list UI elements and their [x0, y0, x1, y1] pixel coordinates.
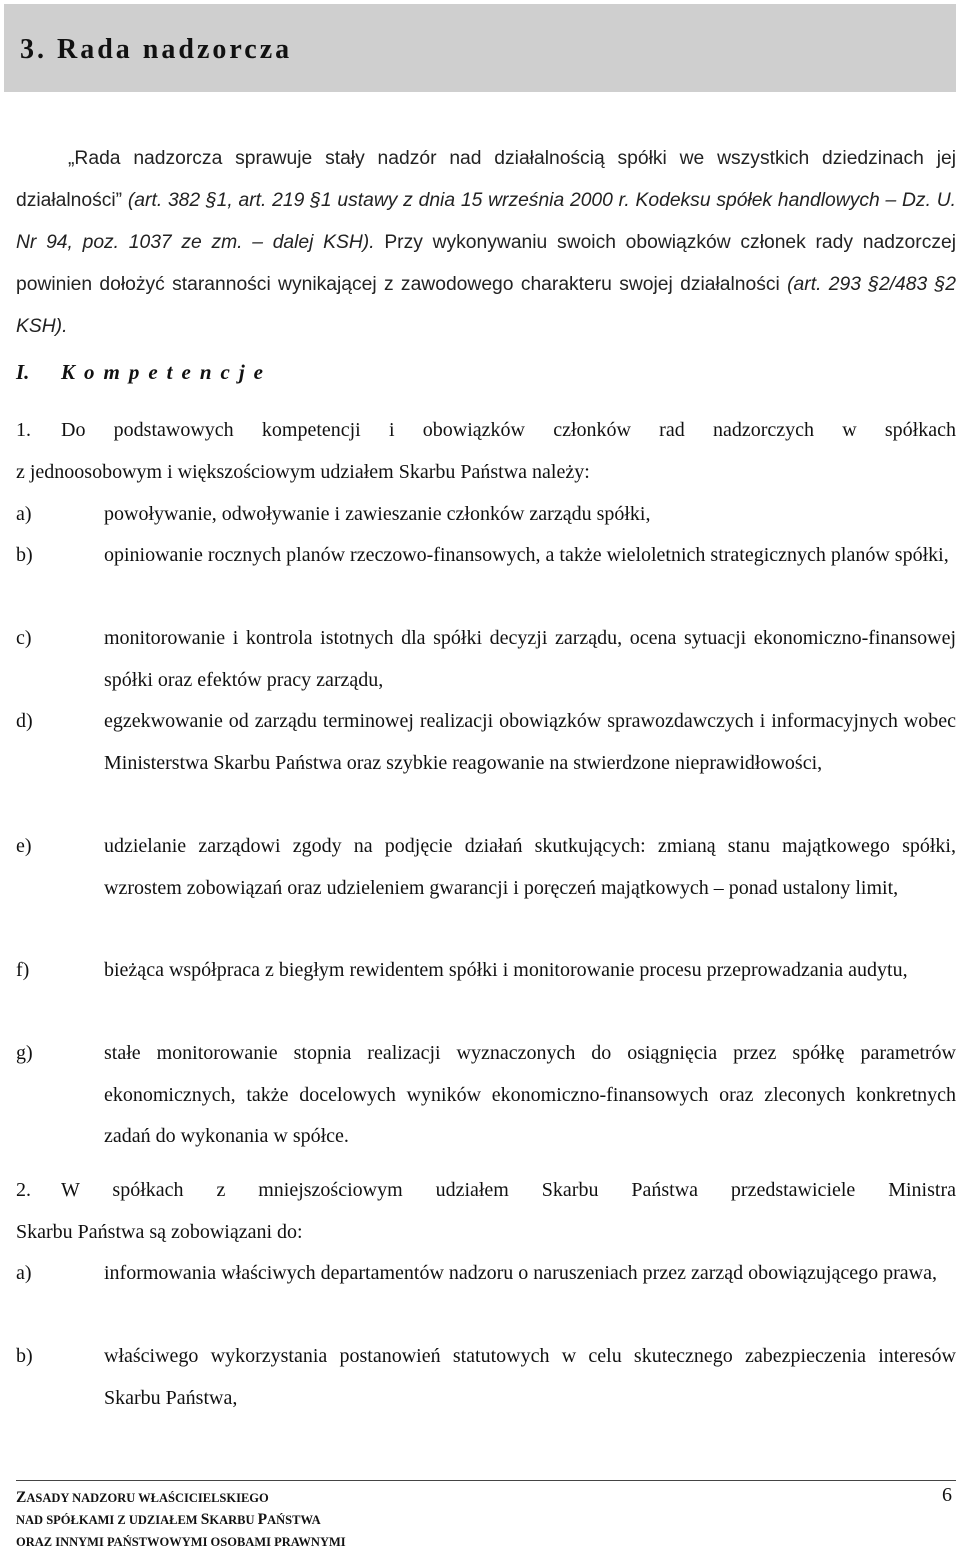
subitem-text: monitorowanie i kontrola istotnych dla spółki decyzji zarządu, ocena sytuacji ekonomiczno-finansowej spółki oraz efektów pracy zarządu,	[104, 627, 956, 691]
intro-paragraph	[16, 138, 956, 348]
item-number: 2.	[16, 1179, 31, 1201]
subitem-letter: b)	[16, 544, 33, 566]
item-number: 1.	[16, 419, 31, 441]
subitem-letter: b)	[16, 1345, 33, 1367]
subitem-letter: d)	[16, 710, 33, 732]
subitem-letter: e)	[16, 835, 32, 857]
subitem-text: stałe monitorowanie stopnia realizacji wyznaczonych do osiągnięcia przez spółkę parametrów ekonomicznych, także docelowych wyników ekonomiczno-finansowych oraz zleconych konkretnych zadań do wykonania w spółce.	[104, 1042, 956, 1147]
subitem-letter: a)	[16, 1262, 32, 1284]
section-heading	[16, 360, 272, 385]
intro-citation-2: (art. 293 §2/483 §2 KSH).	[16, 274, 956, 337]
intro-citation: (art. 382 §1, art. 219 §1 ustawy z dnia 15 września 2000 r. Kodeksu spółek handlowych – Dz. U. Nr 94, poz. 1037 ze zm. – dalej KSH).	[16, 190, 956, 253]
chapter-header-band	[4, 4, 956, 92]
subitem-1b	[16, 535, 956, 577]
subitem-1e	[16, 826, 956, 909]
subitem-text: egzekwowanie od zarządu terminowej realizacji obowiązków sprawozdawczych i informacyjnych wobec Ministerstwa Skarbu Państwa oraz szybkie reagowanie na stwierdzone nieprawidłowości,	[104, 710, 956, 774]
subitem-1f	[16, 950, 956, 992]
subitem-text: powoływanie, odwoływanie i zawieszanie członków zarządu spółki,	[104, 503, 651, 525]
item-continuation-line: Skarbu Państwa są zobowiązani do:	[16, 1220, 303, 1243]
footer-smallcaps: AŃSTWA	[267, 1513, 321, 1527]
section-title: Kompetencje	[61, 360, 272, 384]
numbered-item-2	[16, 1170, 956, 1253]
section-number: I.	[16, 360, 30, 384]
page-number: 6	[942, 1484, 952, 1506]
subitem-letter: f)	[16, 959, 30, 981]
footer-smallcaps: KARBU	[209, 1513, 258, 1527]
item-first-line: Do podstawowych kompetencji i obowiązków członków rad nadzorczych w spółkach	[61, 419, 956, 441]
item-continuation-line: z jednoosobowym i większościowym udziałem Skarbu Państwa należy:	[16, 460, 590, 483]
subitem-1g	[16, 1033, 956, 1158]
footer-divider	[16, 1480, 956, 1481]
subitem-text: właściwego wykorzystania postanowień statutowych w celu skutecznego zabezpieczenia interesów Skarbu Państwa,	[104, 1345, 956, 1409]
subitem-text: bieżąca współpraca z biegłym rewidentem spółki i monitorowanie procesu przeprowadzania audytu,	[104, 959, 908, 981]
footer-line-1	[16, 1489, 269, 1507]
intro-quote: „Rada nadzorcza sprawuje stały nadzór nad działalnością spółki we wszystkich dziedzinach jej działalności”	[16, 148, 956, 211]
footer-line-3	[16, 1533, 346, 1551]
subitem-2a	[16, 1253, 956, 1295]
subitem-letter: c)	[16, 627, 32, 649]
subitem-1a	[16, 494, 956, 536]
subitem-2b	[16, 1336, 956, 1419]
footer-line-2	[16, 1511, 321, 1529]
footer-smallcaps: ASADY NADZORU WŁAŚCICIELSKIEGO	[26, 1491, 269, 1505]
footer-initial: Z	[16, 1489, 27, 1506]
numbered-item-1	[16, 410, 956, 493]
footer-smallcaps: ORAZ INNYMI PAŃSTWOWYMI OSOBAMI PRAWNYMI	[16, 1535, 346, 1549]
subitem-1d	[16, 701, 956, 784]
subitem-text: informowania właściwych departamentów nadzoru o naruszeniach przez zarząd obowiązującego prawa,	[104, 1262, 937, 1284]
subitem-text: udzielanie zarządowi zgody na podjęcie działań skutkujących: zmianą stanu majątkowego spółki, wzrostem zobowiązań oraz udzieleniem gwarancji i poręczeń majątkowych – ponad ustalony limit,	[104, 835, 956, 899]
footer-initial: S	[200, 1511, 210, 1528]
subitem-letter: g)	[16, 1042, 33, 1064]
subitem-1c	[16, 618, 956, 701]
intro-duty-text: Przy wykonywaniu swoich obowiązków członek rady nadzorczej powinien dołożyć staranności wynikającej z zawodowego charakteru swojej działalności	[16, 232, 956, 295]
footer-initial: P	[257, 1511, 268, 1528]
subitem-text: opiniowanie rocznych planów rzeczowo-finansowych, a także wieloletnich strategicznych planów spółki,	[104, 544, 949, 566]
footer-smallcaps: NAD SPÓŁKAMI Z UDZIAŁEM	[16, 1513, 201, 1527]
item-first-line: W spółkach z mniejszościowym udziałem Skarbu Państwa przedstawiciele Ministra	[61, 1179, 956, 1201]
subitem-letter: a)	[16, 503, 32, 525]
chapter-title: 3. Rada nadzorcza	[20, 34, 293, 65]
